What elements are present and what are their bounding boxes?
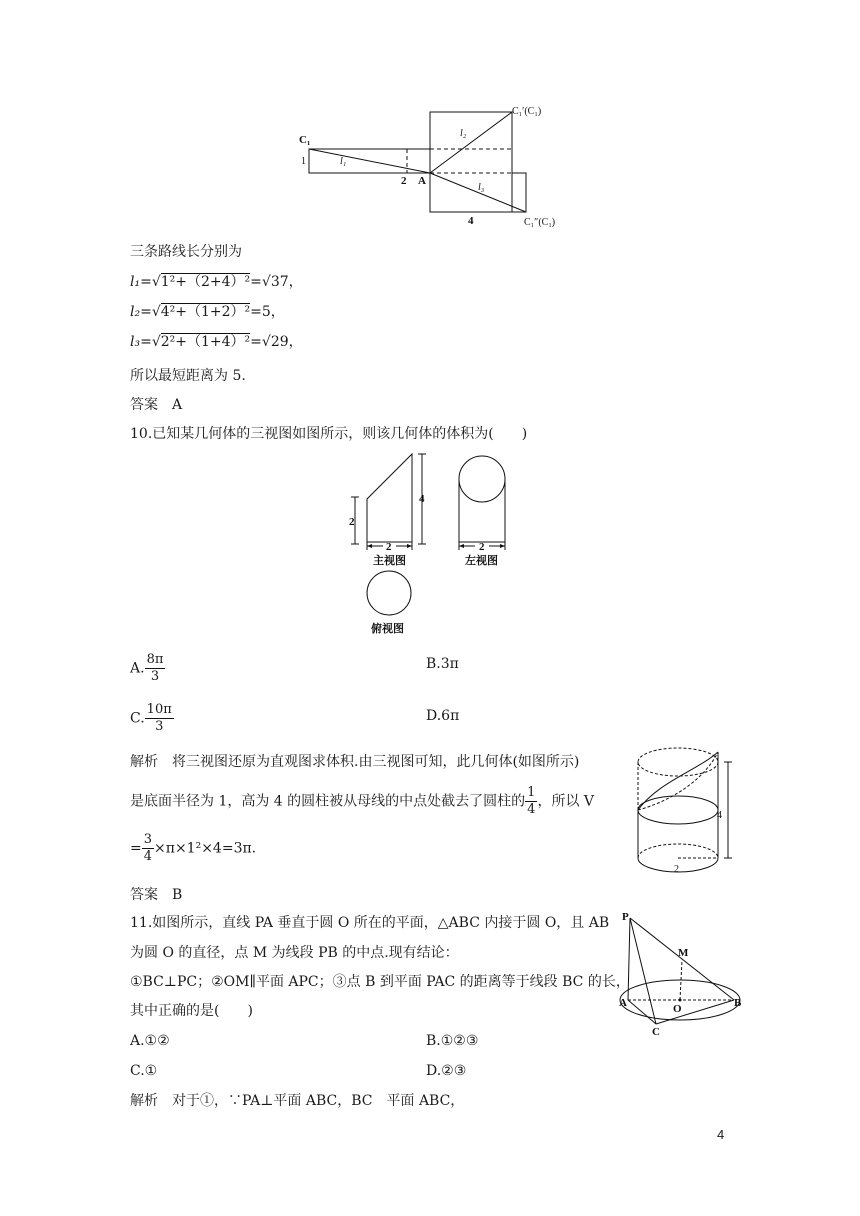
label-P: P bbox=[622, 911, 629, 923]
label-l2: l₂ bbox=[460, 128, 467, 139]
option-c-prefix: C. bbox=[130, 710, 145, 727]
q10-stem: 10.已知某几何体的三视图如图所示，则该几何体的体积为( ) bbox=[130, 426, 528, 442]
option-c-num: 10π bbox=[146, 702, 172, 717]
label-4: 4 bbox=[468, 215, 474, 227]
q10-answer: 答案 B bbox=[130, 887, 183, 903]
sol9-intro: 三条路线长分别为 bbox=[130, 244, 242, 260]
three-quarter-fraction bbox=[142, 832, 154, 865]
sol9-conclusion: 所以最短距离为 5. bbox=[130, 368, 246, 384]
cyl-dim-height: 4 bbox=[717, 810, 722, 821]
q11-option-c[interactable]: C.① bbox=[130, 1063, 158, 1079]
option-a-fraction bbox=[145, 652, 166, 685]
q11-option-d[interactable]: D.②③ bbox=[426, 1063, 467, 1079]
sol9-answer: 答案 A bbox=[130, 397, 183, 413]
l3-lhs: l₃= bbox=[130, 334, 152, 350]
sol9-l2 bbox=[130, 302, 285, 322]
dim-front-height: 2 bbox=[349, 516, 355, 528]
dim-front-width: 2 bbox=[386, 541, 392, 553]
three-views-figure bbox=[345, 450, 520, 635]
q11-option-a[interactable]: A.①② bbox=[130, 1033, 170, 1049]
q10-solution-line2 bbox=[130, 785, 594, 818]
q11-line2: 为圆 O 的直径，点 M 为线段 PB 的中点.现有结论： bbox=[130, 945, 459, 961]
q11-solution: 解析 对于①，∵PA⊥平面 ABC，BC 平面 ABC， bbox=[130, 1093, 465, 1109]
q10-option-a[interactable] bbox=[130, 652, 165, 685]
label-A: A bbox=[619, 997, 627, 1009]
q11-line1: 11.如图所示，直线 PA 垂直于圆 O 所在的平面，△ABC 内接于圆 O，且 AB bbox=[130, 915, 610, 931]
label-M: M bbox=[678, 947, 689, 959]
sol-line3-tail: ×π×1²×4=3π. bbox=[154, 840, 257, 857]
label-2: 2 bbox=[401, 175, 407, 187]
label-1: 1 bbox=[301, 156, 306, 167]
cut-cylinder-figure bbox=[628, 742, 736, 877]
frac-den: 4 bbox=[527, 802, 536, 817]
label-c1-prime: C₁′(C₁) bbox=[512, 106, 542, 117]
q10-option-c[interactable] bbox=[130, 702, 174, 735]
q11-line4: 其中正确的是( ) bbox=[130, 1003, 253, 1019]
frac-num: 1 bbox=[527, 785, 536, 800]
label-O: O bbox=[673, 1003, 682, 1015]
q11-option-b[interactable]: B.①②③ bbox=[426, 1033, 479, 1049]
q11-line3: ①BC⊥PC；②OM∥平面 APC；③点 B 到平面 PAC 的距离等于线段 BC 的长， bbox=[130, 974, 630, 990]
unfolding-figure bbox=[295, 100, 570, 230]
front-view-label: 主视图 bbox=[373, 555, 406, 567]
dim-front-total: 4 bbox=[419, 493, 425, 505]
sqrt-sign: √ bbox=[151, 274, 161, 290]
option-a-prefix: A. bbox=[130, 660, 145, 677]
sqrt-sign: √ bbox=[151, 334, 161, 350]
l2-rhs: =5， bbox=[250, 304, 285, 320]
label-c1-double-prime: C₁″(C₁) bbox=[524, 217, 556, 228]
option-c-fraction bbox=[145, 702, 174, 735]
quarter-fraction bbox=[525, 785, 537, 818]
l1-radicand: 1²+（2+4）² bbox=[160, 274, 251, 290]
sol-line2-text: 是底面半径为 1，高为 4 的圆柱被从母线的中点处截去了圆柱的 bbox=[130, 793, 526, 810]
sol9-l1 bbox=[130, 272, 303, 292]
frac-num: 3 bbox=[143, 832, 153, 847]
q10-option-d[interactable]: D.6π bbox=[426, 708, 460, 724]
top-view-label: 俯视图 bbox=[371, 623, 404, 635]
label-B: B bbox=[734, 997, 742, 1009]
sol-line3-eq: = bbox=[130, 840, 142, 857]
q10-option-b[interactable]: B.3π bbox=[426, 656, 459, 672]
label-l1: l₁ bbox=[340, 156, 347, 167]
label-l3: l₃ bbox=[478, 182, 485, 193]
page-number: 4 bbox=[717, 1127, 725, 1142]
frac-den: 4 bbox=[143, 849, 153, 864]
l1-lhs: l₁= bbox=[130, 274, 152, 290]
side-view-label: 左视图 bbox=[465, 555, 498, 567]
cyl-dim-diameter: 2 bbox=[674, 864, 679, 875]
sol-line2-tail: ，所以 V bbox=[537, 793, 595, 810]
l1-rhs: =√37， bbox=[250, 274, 303, 290]
q10-solution-line3 bbox=[130, 832, 256, 865]
l2-lhs: l₂= bbox=[130, 304, 152, 320]
label-c1: C₁ bbox=[299, 134, 311, 146]
option-c-den: 3 bbox=[155, 719, 164, 734]
label-C: C bbox=[652, 1026, 660, 1038]
l2-radicand: 4²+（1+2）² bbox=[160, 304, 251, 320]
q10-solution-line1: 解析 将三视图还原为直观图求体积.由三视图可知，此几何体(如图所示) bbox=[130, 754, 580, 770]
label-A: A bbox=[418, 175, 426, 187]
option-a-num: 8π bbox=[146, 652, 164, 667]
sol9-l3 bbox=[130, 332, 303, 352]
l3-radicand: 2²+（1+4）² bbox=[160, 334, 251, 350]
pyramid-figure bbox=[618, 908, 743, 1038]
l3-rhs: =√29， bbox=[250, 334, 303, 350]
sqrt-sign: √ bbox=[151, 304, 161, 320]
option-a-den: 3 bbox=[150, 669, 160, 684]
dim-side-width: 2 bbox=[479, 541, 485, 553]
